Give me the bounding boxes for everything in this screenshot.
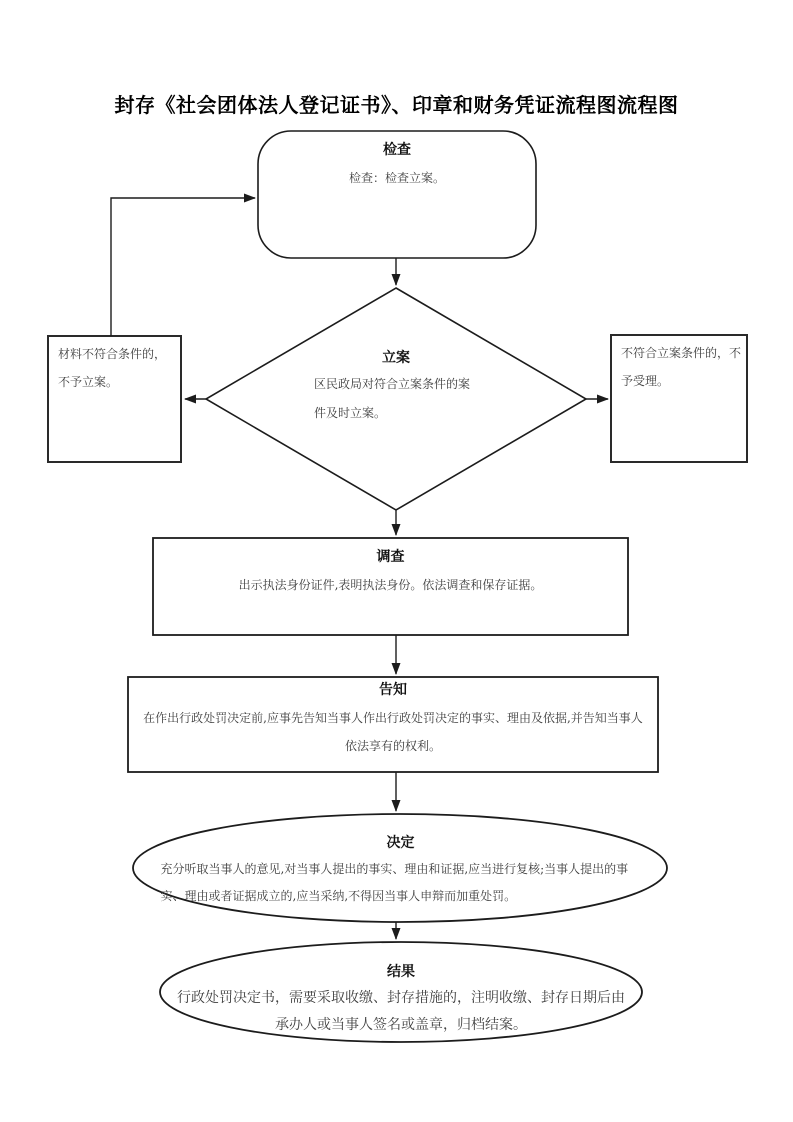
result-node-body: 行政处罚决定书，需要采取收缴、封存措施的，注明收缴、封存日期后由承办人或当事人签名或盖章，归档结案。 [177,990,625,1033]
decide-node [133,832,668,910]
decide-node-title: 决定 [386,835,415,851]
result-node [160,961,642,1039]
decide-node-body: 充分听取当事人的意见,对当事人提出的事实、理由和证据,应当进行复核;当事人提出的事实、理由或者证据成立的,应当采纳,不得因当事人申辩而加重处罚。 [160,862,629,903]
investigate-node-title: 调查 [376,549,405,565]
check-node [258,139,536,192]
investigate-node [153,546,628,597]
page-title: 封存《社会团体法人登记证书》、印章和财务凭证流程图流程图 [114,95,679,117]
investigate-node-body: 出示执法身份证件,表明执法身份。依法调查和保存证据。 [238,578,543,592]
result-node-title: 结果 [387,964,415,980]
check-node-body: 检查：检查立案。 [348,171,445,185]
case-node-title: 立案 [382,350,410,366]
case-node-body: 区民政局对符合立案条件的案件及时立案。 [314,377,471,420]
reject-case-node: 不符合立案条件的，不予受理。 [621,346,742,388]
case-node [314,346,478,427]
notify-node [128,679,658,760]
check-node-title: 检查 [383,142,411,158]
notify-node-title: 告知 [379,682,407,698]
notify-node-body: 在作出行政处罚决定前,应事先告知当事人作出行政处罚决定的事实、理由及依据,并告知当事人依法享有的权利。 [143,711,643,753]
connector-reject-material-to-check [111,198,255,336]
reject-material-node: 材料不符合条件的，不予立案。 [58,347,167,389]
